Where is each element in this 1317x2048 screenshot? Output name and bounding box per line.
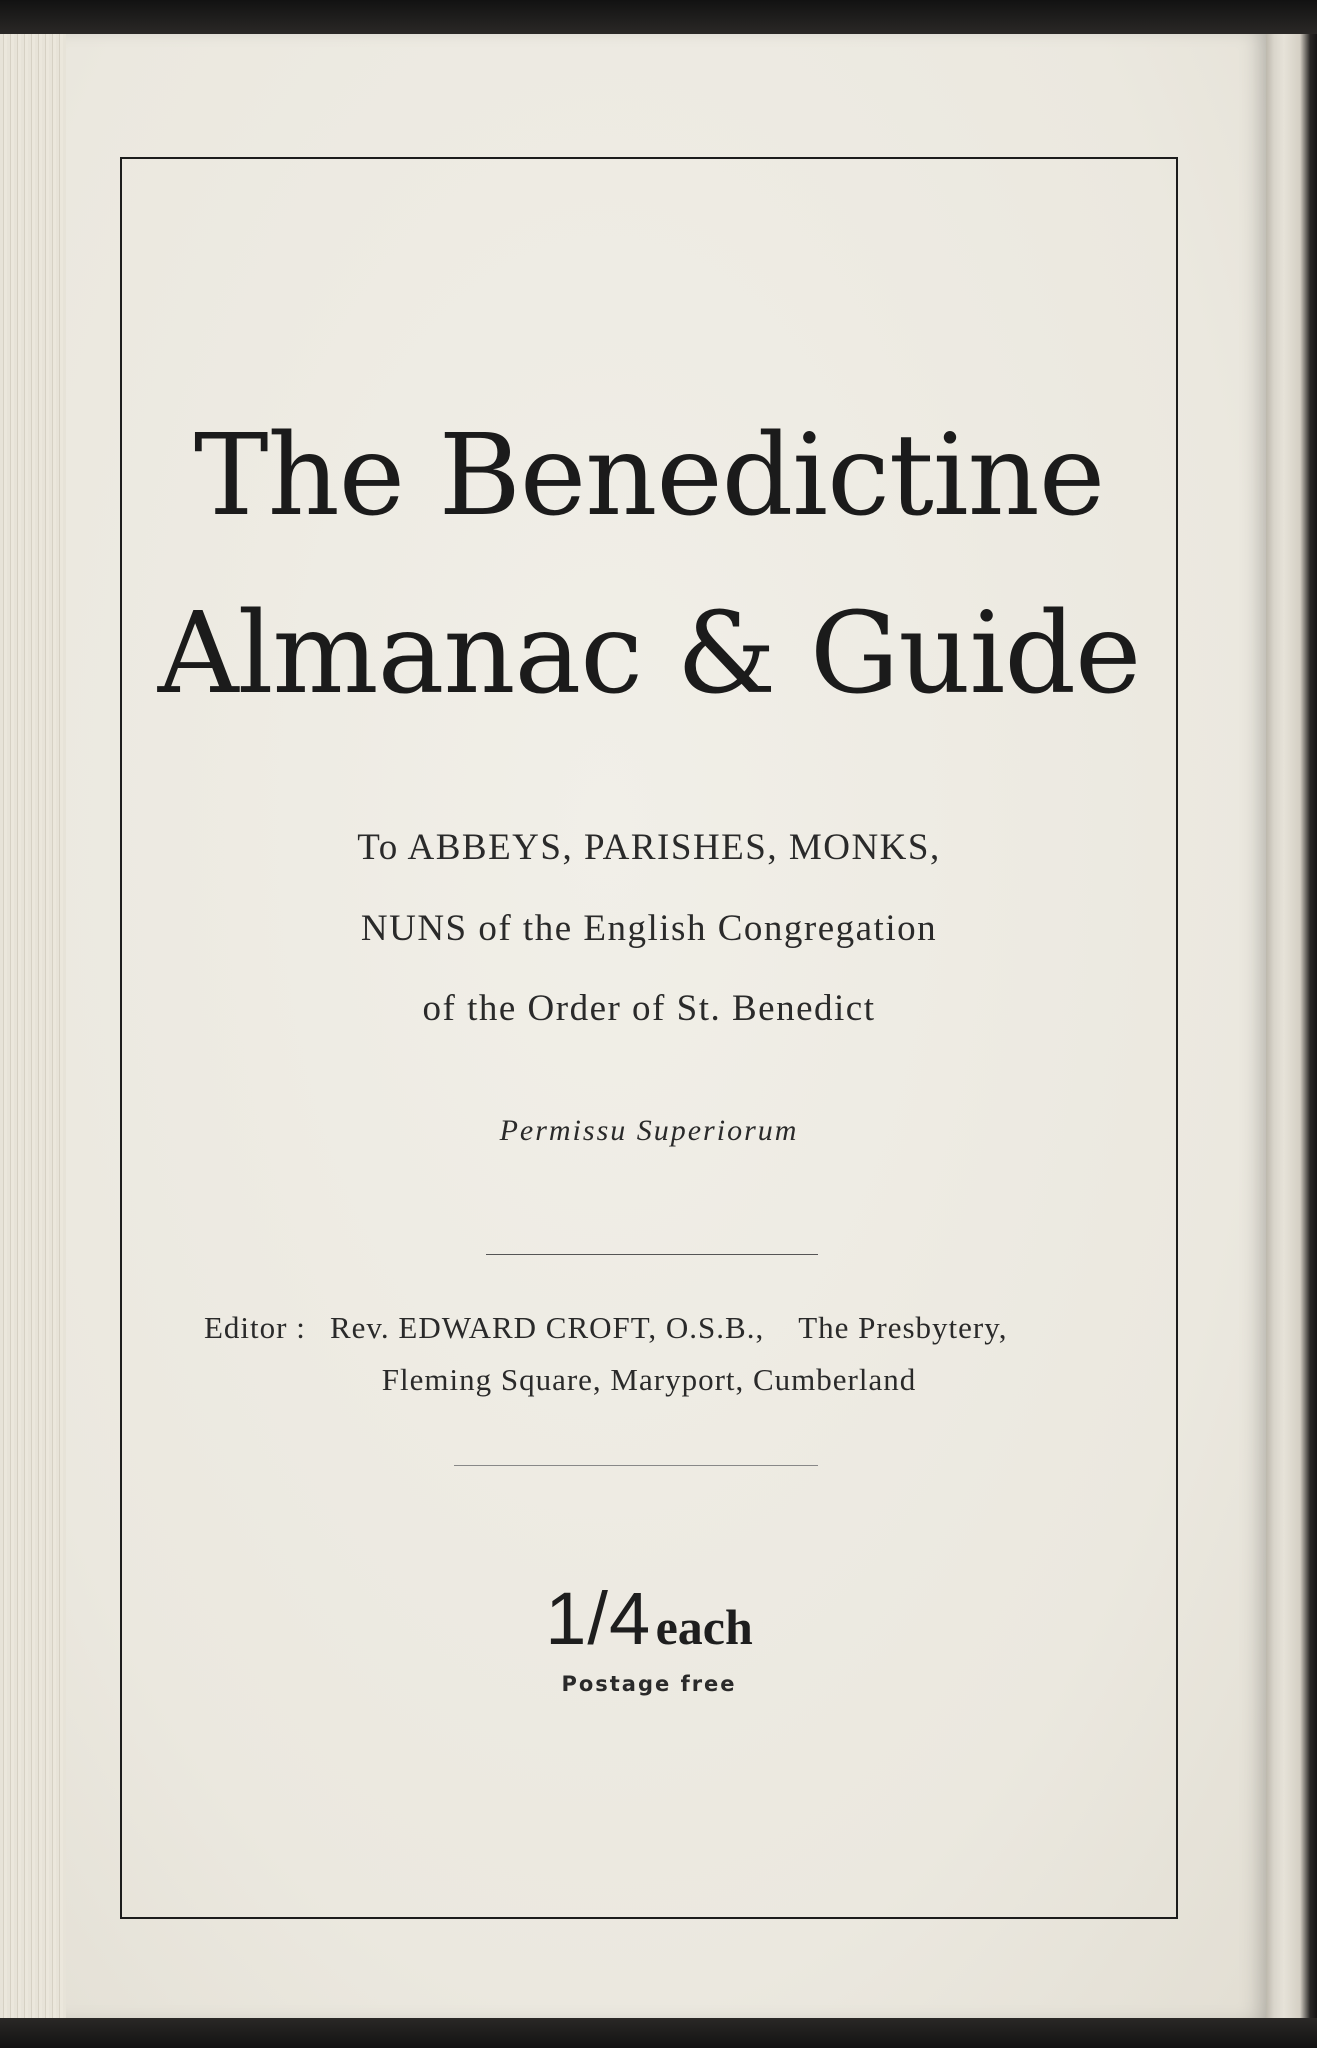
audience-line-2: NUNS of the English Congregation bbox=[360, 908, 938, 949]
permission-note: Permissu Superiorum bbox=[499, 1114, 799, 1147]
divider-rule-bottom bbox=[454, 1465, 818, 1466]
facing-page-edge bbox=[1266, 34, 1317, 2018]
page-edges bbox=[0, 34, 70, 2018]
audience-line-3: of the Order of St. Benedict bbox=[422, 988, 876, 1029]
price-amount: 1/4 bbox=[545, 1577, 652, 1660]
book-cover-bottom bbox=[0, 2018, 1317, 2048]
editor-name: Rev. EDWARD CROFT, O.S.B., bbox=[330, 1310, 765, 1345]
title-line-1: The Benedictine bbox=[193, 411, 1105, 541]
price-unit: each bbox=[655, 1599, 753, 1655]
postage-note: Postage free bbox=[561, 1672, 737, 1696]
editor-line bbox=[204, 1310, 1104, 1346]
book-cover-top bbox=[0, 0, 1317, 34]
editor-address: Fleming Square, Maryport, Cumberland bbox=[381, 1362, 917, 1397]
editor-label: Editor : bbox=[204, 1310, 306, 1345]
editor-place: The Presbytery, bbox=[798, 1310, 1008, 1345]
price-line bbox=[120, 1576, 1178, 1661]
title-line-2: Almanac & Guide bbox=[157, 589, 1141, 719]
audience-line-1: To ABBEYS, PARISHES, MONKS, bbox=[357, 827, 941, 868]
divider-rule-top bbox=[486, 1254, 818, 1255]
